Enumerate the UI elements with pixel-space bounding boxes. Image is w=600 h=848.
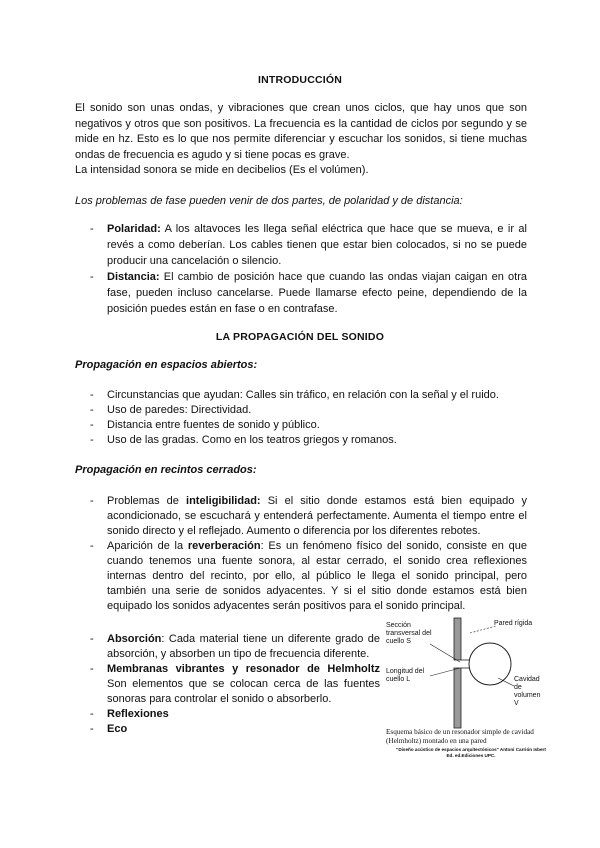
item-text: Si el sitio donde estamos está bien equipado y acondicionado, se escuchará y entenderá perfectamente. Aumenta el tiempo entre el sonido directo y el reflejado. Aumento o diferencia por los diferentes rebotes. xyxy=(107,495,527,537)
list-item xyxy=(90,418,527,433)
dash-bullet: - xyxy=(90,223,94,235)
dash-bullet: - xyxy=(90,271,94,283)
subtitle-closed-spaces: Propagación en recintos cerrados: xyxy=(75,464,257,476)
item-label: Polaridad: xyxy=(107,223,161,235)
dash-bullet: - xyxy=(90,723,94,735)
label-length: Longitud del cuello L xyxy=(386,668,425,683)
list-item xyxy=(90,707,380,722)
list-item xyxy=(90,494,527,539)
list-item xyxy=(90,662,380,707)
label-section: Sección transversal del cuello S xyxy=(386,622,432,645)
label-wall: Pared rígida xyxy=(494,620,533,627)
closed-spaces-list-narrow xyxy=(90,632,380,737)
item-label: inteligibilidad: xyxy=(186,495,261,507)
open-spaces-list xyxy=(90,388,527,448)
title-propagacion: LA PROPAGACIÓN DEL SONIDO xyxy=(215,331,385,343)
phase-intro: Los problemas de fase pueden venir de dos partes, de polaridad y de distancia: xyxy=(75,195,463,207)
dash-bullet: - xyxy=(90,434,94,446)
list-item xyxy=(90,539,527,614)
item-pre: Problemas de xyxy=(107,495,187,507)
dash-bullet: - xyxy=(90,495,94,507)
subtitle-open-spaces: Propagación en espacios abiertos: xyxy=(75,359,258,371)
list-item xyxy=(90,269,527,317)
item-label: Reflexiones xyxy=(107,708,169,720)
item-label: Membranas vibrantes y resonador de Helmholtz xyxy=(107,663,380,675)
item-label: Absorción xyxy=(107,633,162,645)
dash-bullet: - xyxy=(90,663,94,675)
item-text: Distancia entre fuentes de sonido y público. xyxy=(107,419,320,431)
item-text: : Cada material tiene un diferente grado de absorción, y absorben un tipo de frecuencia diferente. xyxy=(107,633,380,660)
helmholtz-resonator-figure xyxy=(386,616,546,760)
item-text: Circunstancias que ayudan: Calles sin tráfico, en relación con la señal y el ruido. xyxy=(107,389,499,401)
label-cavity: Cavidad de volumen V xyxy=(514,676,541,707)
closed-spaces-list xyxy=(90,494,527,614)
item-label: Eco xyxy=(107,723,128,735)
leader-wall xyxy=(470,626,496,633)
dash-bullet: - xyxy=(90,389,94,401)
item-text: A los altavoces les llega señal eléctrica que hace que se mueva, e ir al revés a como deberían. Los cables tienen que estar bien colocados, si no se puede producir una cancelación o silencio. xyxy=(107,223,527,267)
list-item xyxy=(90,722,380,737)
list-item xyxy=(90,632,380,662)
wall-lower xyxy=(454,668,461,728)
cavity-circle xyxy=(469,643,511,685)
dash-bullet: - xyxy=(90,419,94,431)
item-label: Distancia: xyxy=(107,271,160,283)
list-item xyxy=(90,388,527,403)
item-pre: Aparición de la xyxy=(107,540,188,552)
figure-source: "Diseño acústico de espacios arquitectónicos" Antoni Carrión Isbert Ed. ed.Ediciones UPC. xyxy=(396,747,546,758)
item-text: : Es un fenómeno físico del sonido, consiste en que cuando tenemos una fuente sonora, al estar cerrado, el sonido crea reflexiones internas dentro del recinto, por ello, al público le llega el sonido principal, pero también una serie de sonidos adyacentes. Y si el sitio donde estamos está bien equipado los sonidos adyacentes serán positivos para el sonido principal. xyxy=(107,540,527,612)
item-text: Son elementos que se colocan cerca de las fuentes sonoras para controlar el sonido o absorberlo. xyxy=(107,678,380,705)
list-item xyxy=(90,403,527,418)
dash-bullet: - xyxy=(90,540,94,552)
figure-caption: Esquema básico de un resonador simple de cavidad (Helmholtz) montado en una pared xyxy=(386,728,534,745)
dash-bullet: - xyxy=(90,708,94,720)
intro-paragraph: El sonido son unas ondas, y vibraciones que crean unos ciclos, que hay unos que son negativos y otros que son positivos. La frecuencia es la cantidad de ciclos por segundo y se mide en hz. Esto es lo que nos permite diferenciar y escuchar los sonidos, si tiene muchas ondas de frecuencia es agudo y si tiene pocas es grave. xyxy=(75,102,527,161)
list-item xyxy=(90,221,527,269)
intro-paragraph-2: La intensidad sonora se mide en decibelios (Es el volúmen). xyxy=(75,164,369,176)
list-item xyxy=(90,433,527,448)
item-text: Uso de las gradas. Como en los teatros griegos y romanos. xyxy=(107,434,397,446)
item-text: Uso de paredes: Directividad. xyxy=(107,404,252,416)
dash-bullet: - xyxy=(90,404,94,416)
dash-bullet: - xyxy=(90,633,94,645)
phase-list xyxy=(90,221,527,317)
item-text: El cambio de posición hace que cuando las ondas viajan caigan en otra fase, pueden incluso cancelarse. Puede llamarse efecto peine, dependiendo de la posición puedes están en fase o en contrafase. xyxy=(107,271,527,315)
wall-upper xyxy=(454,618,461,660)
item-label: reverberación xyxy=(187,540,261,552)
title-introduccion: INTRODUCCIÓN xyxy=(257,74,343,86)
